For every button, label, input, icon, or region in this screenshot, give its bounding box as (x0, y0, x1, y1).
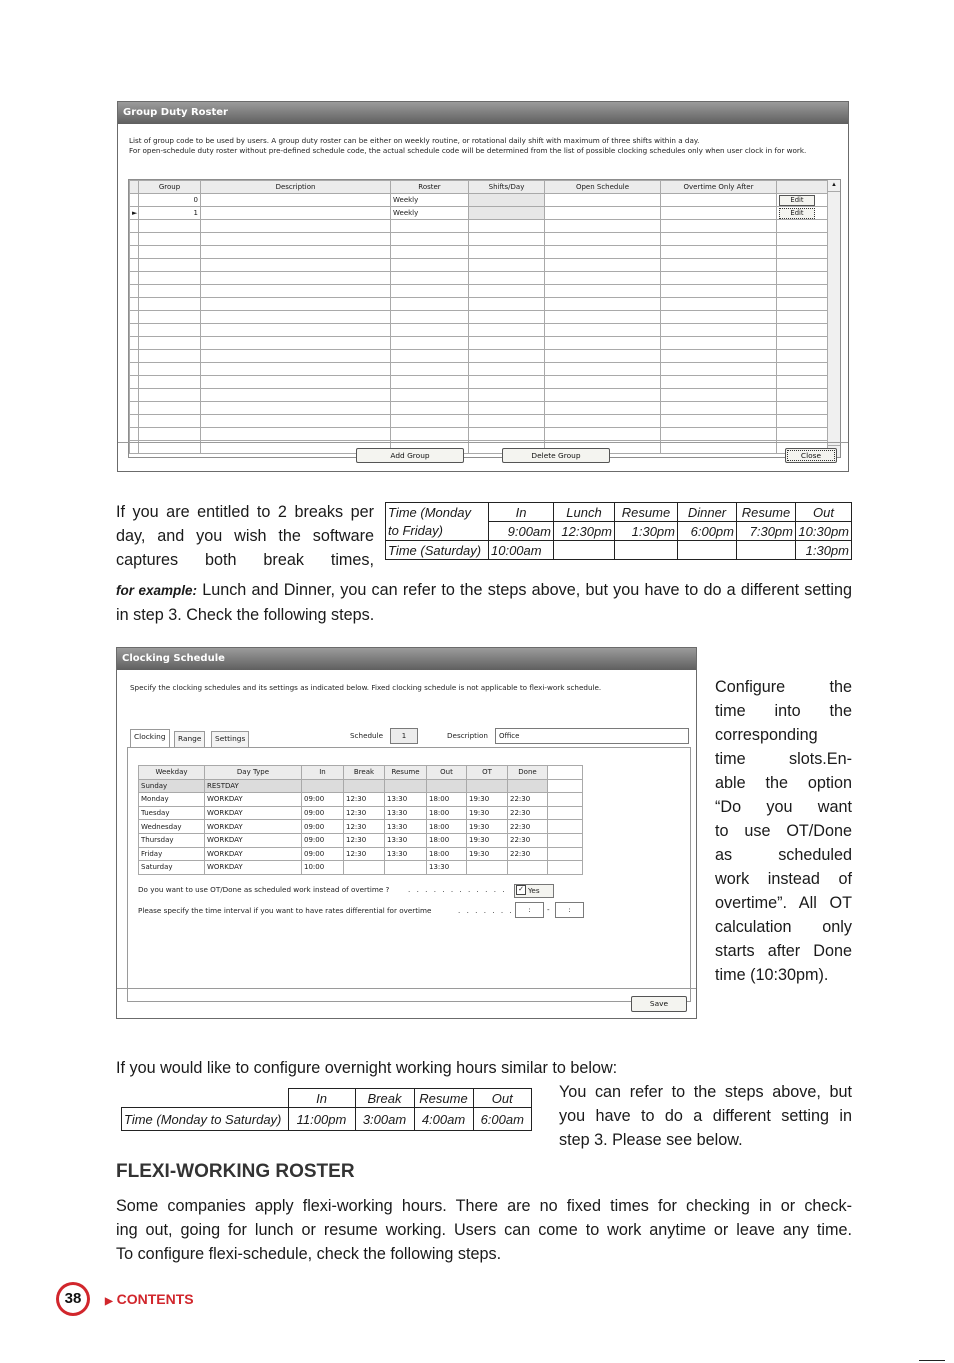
empty-row (130, 337, 828, 350)
in-cell[interactable] (302, 779, 344, 793)
empty-row (130, 220, 828, 233)
saturday-lunch (554, 541, 615, 560)
row-selector[interactable]: ► (130, 207, 139, 220)
description-cell[interactable] (201, 207, 391, 220)
lunch-header: Lunch (554, 503, 615, 522)
time-weekday-label: Time (Monday (386, 503, 489, 522)
overnight-table (121, 1088, 532, 1131)
empty-row (130, 298, 828, 311)
overtime-cell[interactable] (661, 194, 777, 207)
button-bar-divider (118, 442, 848, 443)
empty-row (130, 246, 828, 259)
resume-header-2: Resume (737, 503, 796, 522)
ot-cell[interactable]: 19:30 (467, 833, 508, 847)
col-out[interactable]: Out (427, 766, 467, 780)
ot-cell[interactable] (467, 779, 508, 793)
extra-cell (548, 820, 583, 834)
play-arrow-icon: ▶ (105, 1296, 113, 1307)
day-type-cell[interactable]: WORKDAY (205, 847, 302, 861)
weekday-lunch: 12:30pm (554, 522, 615, 541)
page-number-badge (56, 1282, 90, 1316)
out-cell[interactable]: 18:00 (427, 793, 467, 807)
saturday-dinner (678, 541, 737, 560)
roster-grid[interactable] (128, 179, 841, 458)
in-cell[interactable]: 09:00 (302, 793, 344, 807)
col-resume[interactable]: Resume (385, 766, 427, 780)
button-bar-divider (117, 988, 696, 989)
ot-cell[interactable]: 19:30 (467, 793, 508, 807)
description-label: Description (447, 731, 488, 740)
overnight-break: 3:00am (355, 1108, 414, 1131)
empty-row (130, 272, 828, 285)
out-cell[interactable]: 18:00 (427, 833, 467, 847)
open-schedule-cell[interactable] (545, 207, 661, 220)
row-selector[interactable] (130, 194, 139, 207)
roster-description-1: List of group code to be used by users. A group duty roster can be either on weekly routine, or rotational daily shift with maximum of three shifts within a day. (129, 136, 700, 145)
overtime-cell[interactable] (661, 207, 777, 220)
resume-cell[interactable]: 13:30 (385, 820, 427, 834)
table-row[interactable] (130, 194, 828, 207)
break-cell[interactable]: 12:30 (344, 793, 385, 807)
resume-header: Resume (615, 503, 678, 522)
time-weekday-label-2: to Friday) (386, 522, 489, 541)
col-in[interactable]: In (302, 766, 344, 780)
row-selector-header (130, 181, 139, 194)
dinner-header: Dinner (678, 503, 737, 522)
ot-done-checkbox[interactable] (514, 884, 554, 898)
description-cell[interactable] (201, 194, 391, 207)
empty-row (130, 311, 828, 324)
done-cell[interactable] (508, 779, 548, 793)
weekday-cell[interactable]: Tuesday (139, 806, 205, 820)
configure-line: time into the (715, 702, 852, 720)
check-icon: ✓ (516, 885, 526, 895)
add-group-button[interactable]: Add Group (356, 448, 464, 463)
contents-label: CONTENTS (116, 1291, 194, 1307)
table-row[interactable] (130, 207, 828, 220)
interval-question-leader: . . . . . . . (458, 906, 514, 915)
col-group[interactable]: Group (139, 181, 201, 194)
shifts-cell[interactable] (469, 194, 545, 207)
table-row[interactable] (139, 779, 583, 793)
table-row[interactable] (139, 861, 583, 875)
empty-row (130, 389, 828, 402)
out-header: Out (796, 503, 852, 522)
breaks-saturday-row (386, 541, 852, 560)
vertical-scrollbar[interactable] (827, 180, 840, 457)
day-type-cell[interactable]: WORKDAY (205, 793, 302, 807)
in-header: In (489, 503, 554, 522)
overnight-break-header: Break (355, 1089, 414, 1108)
window-title: Group Duty Roster (118, 102, 848, 124)
page-number-inner (59, 1285, 87, 1313)
configure-line: time (10:30pm). (715, 966, 829, 984)
empty-row (130, 376, 828, 389)
ot-cell[interactable]: 19:30 (467, 820, 508, 834)
out-cell[interactable]: 18:00 (427, 847, 467, 861)
flexi-line: Some companies apply flexi-working hours. There are no fixed times for checking in or check- (116, 1197, 852, 1215)
table-row[interactable] (139, 847, 583, 861)
empty-row (130, 363, 828, 376)
in-cell[interactable]: 10:00 (302, 861, 344, 875)
ot-cell[interactable] (467, 861, 508, 875)
flexi-line: To configure flexi-schedule, check the following steps. (116, 1245, 502, 1263)
save-button[interactable]: Save (631, 996, 687, 1012)
weekday-dinner: 6:00pm (678, 522, 737, 541)
time-saturday-label: Time (Saturday) (386, 541, 489, 560)
break-cell[interactable]: 12:30 (344, 833, 385, 847)
resume-cell[interactable] (385, 779, 427, 793)
weekday-cell[interactable]: Monday (139, 793, 205, 807)
schedule-input[interactable]: 1 (390, 728, 418, 744)
done-cell[interactable]: 22:30 (508, 820, 548, 834)
breaks-intro-text: If you are entitled to 2 breaks per day, and you wish the software captures both break times, (116, 503, 374, 569)
out-cell[interactable]: 13:30 (427, 861, 467, 875)
page-number: 38 (64, 1290, 82, 1307)
empty-row (130, 324, 828, 337)
done-cell[interactable]: 22:30 (508, 833, 548, 847)
break-cell[interactable] (344, 779, 385, 793)
col-shifts-day[interactable]: Shifts/Day (469, 181, 545, 194)
resume-cell[interactable]: 13:30 (385, 847, 427, 861)
in-cell[interactable]: 09:00 (302, 847, 344, 861)
day-type-cell[interactable]: WORKDAY (205, 806, 302, 820)
contents-link[interactable] (105, 1291, 194, 1307)
edit-button[interactable]: Edit (779, 195, 815, 206)
configure-line: work instead of (715, 870, 852, 888)
interval-end-input[interactable]: : (555, 902, 584, 918)
clocking-header-row (139, 766, 583, 780)
flexi-line: ing out, going for lunch or resume working. Users can come to work anytime or leave any time. (116, 1221, 852, 1239)
example-label: for example: (116, 583, 197, 598)
col-overtime-only-after[interactable]: Overtime Only After (661, 181, 777, 194)
breaks-weekday-row (386, 522, 852, 541)
done-cell[interactable] (508, 861, 548, 875)
overnight-resume: 4:00am (414, 1108, 473, 1131)
group-cell[interactable]: 0 (139, 194, 201, 207)
weekday-out: 10:30pm (796, 522, 852, 541)
overnight-header-row (122, 1089, 532, 1108)
ot-cell[interactable]: 19:30 (467, 806, 508, 820)
delete-group-button[interactable]: Delete Group (502, 448, 610, 463)
extra-cell (548, 793, 583, 807)
footer-rule (919, 1360, 945, 1361)
day-type-cell[interactable]: RESTDAY (205, 779, 302, 793)
weekday-cell[interactable]: Thursday (139, 833, 205, 847)
window-body (117, 670, 696, 1018)
in-cell[interactable]: 09:00 (302, 820, 344, 834)
flexi-text (116, 1194, 852, 1266)
example-paragraph (116, 578, 852, 627)
overnight-label-header (122, 1089, 289, 1108)
day-type-cell[interactable]: WORKDAY (205, 833, 302, 847)
col-ot[interactable]: OT (467, 766, 508, 780)
empty-row (130, 285, 828, 298)
weekday-in: 9:00am (489, 522, 554, 541)
empty-row (130, 233, 828, 246)
overnight-line: step 3. Please see below. (559, 1131, 743, 1149)
description-input[interactable]: Office (495, 728, 689, 744)
roster-cell[interactable]: Weekly (391, 207, 469, 220)
configure-line: as scheduled (715, 846, 852, 864)
example-text: Lunch and Dinner, you can refer to the steps above, but you have to do a different setting in step 3. Check the following steps. (116, 581, 852, 624)
day-type-cell[interactable]: WORKDAY (205, 861, 302, 875)
break-cell[interactable]: 12:30 (344, 820, 385, 834)
extra-cell (548, 779, 583, 793)
col-done[interactable]: Done (508, 766, 548, 780)
schedule-label: Schedule (350, 731, 384, 740)
flexi-heading: FLEXI-WORKING ROSTER (116, 1161, 355, 1182)
weekday-cell[interactable]: Saturday (139, 861, 205, 875)
col-break[interactable]: Break (344, 766, 385, 780)
col-description[interactable]: Description (201, 181, 391, 194)
group-duty-roster-window (117, 101, 849, 472)
group-cell[interactable]: 1 (139, 207, 201, 220)
saturday-out: 1:30pm (796, 541, 852, 560)
empty-row (130, 428, 828, 441)
col-roster[interactable]: Roster (391, 181, 469, 194)
roster-description-2: For open-schedule duty roster without pre-defined schedule code, the actual schedule code will be determined from the list of possible clocking schedules only when user clock in for work. (129, 146, 807, 155)
shifts-cell[interactable] (469, 207, 545, 220)
in-cell[interactable]: 09:00 (302, 833, 344, 847)
resume-cell[interactable]: 13:30 (385, 833, 427, 847)
col-action (777, 181, 828, 194)
col-day-type[interactable]: Day Type (205, 766, 302, 780)
configure-line: overtime”. All OT (715, 894, 852, 912)
saturday-resume (615, 541, 678, 560)
overtime-question: Do you want to use OT/Done as scheduled work instead of overtime ? (138, 885, 390, 894)
tab-range[interactable]: Range (174, 731, 205, 747)
break-cell[interactable]: 12:30 (344, 847, 385, 861)
roster-table (129, 180, 828, 454)
overtime-question-leader: . . . . . . . . . . . . (408, 885, 507, 894)
ot-cell[interactable]: 19:30 (467, 847, 508, 861)
overnight-in: 11:00pm (288, 1108, 355, 1131)
overnight-out-header: Out (473, 1089, 532, 1108)
saturday-resume-2 (737, 541, 796, 560)
break-cell[interactable]: 12:30 (344, 806, 385, 820)
weekday-cell[interactable]: Sunday (139, 779, 205, 793)
empty-row (130, 350, 828, 363)
resume-cell[interactable] (385, 861, 427, 875)
overnight-intro: If you would like to configure overnight working hours similar to below: (116, 1059, 618, 1077)
interval-dash: - (547, 905, 550, 914)
empty-row (130, 259, 828, 272)
checkbox-label: Yes (528, 886, 540, 895)
extra-cell (548, 806, 583, 820)
configure-line: to use OT/Done (715, 822, 852, 840)
extra-cell (548, 847, 583, 861)
clocking-panel (127, 747, 691, 1002)
weekday-cell[interactable]: Friday (139, 847, 205, 861)
col-weekday[interactable]: Weekday (139, 766, 205, 780)
weekday-cell[interactable]: Wednesday (139, 820, 205, 834)
out-cell[interactable]: 18:00 (427, 806, 467, 820)
configure-line: able the option (715, 774, 852, 792)
action-cell (777, 194, 828, 207)
configure-line: time slots.En- (715, 750, 852, 768)
table-row[interactable] (139, 806, 583, 820)
overnight-text (559, 1080, 852, 1152)
done-cell[interactable]: 22:30 (508, 806, 548, 820)
tab-settings[interactable]: Settings (211, 731, 249, 747)
configure-line: starts after Done (715, 942, 852, 960)
break-cell[interactable] (344, 861, 385, 875)
done-cell[interactable]: 22:30 (508, 793, 548, 807)
interval-question: Please specify the time interval if you want to have rates differential for overtime (138, 906, 432, 915)
saturday-in: 10:00am (489, 541, 554, 560)
overnight-line: you have to do a different setting in (559, 1107, 852, 1125)
overnight-out: 6:00am (473, 1108, 532, 1131)
configure-text (715, 675, 852, 987)
out-cell[interactable]: 18:00 (427, 820, 467, 834)
table-row[interactable] (139, 793, 583, 807)
open-schedule-cell[interactable] (545, 194, 661, 207)
configure-line: corresponding (715, 726, 818, 744)
roster-cell[interactable]: Weekly (391, 194, 469, 207)
day-type-cell[interactable]: WORKDAY (205, 820, 302, 834)
configure-line: “Do you want (715, 798, 852, 816)
table-row[interactable] (139, 833, 583, 847)
done-cell[interactable]: 22:30 (508, 847, 548, 861)
overnight-resume-header: Resume (414, 1089, 473, 1108)
clocking-description: Specify the clocking schedules and its settings as indicated below. Fixed clocking schedule is not applicable to flexi-work schedule. (130, 683, 602, 692)
breaks-table (385, 502, 852, 560)
clocking-schedule-window (116, 647, 697, 1019)
in-cell[interactable]: 09:00 (302, 806, 344, 820)
roster-header-row (130, 181, 828, 194)
scroll-up-arrow[interactable]: ▲ (828, 180, 840, 192)
breaks-header-row (386, 503, 852, 522)
overnight-in-header: In (288, 1089, 355, 1108)
resume-cell[interactable]: 13:30 (385, 806, 427, 820)
empty-row (130, 402, 828, 415)
tab-clocking[interactable]: Clocking (130, 729, 170, 747)
interval-start-input[interactable]: : (515, 902, 544, 918)
window-title: Clocking Schedule (117, 648, 696, 670)
overnight-label: Time (Monday to Saturday) (122, 1108, 289, 1131)
extra-cell (548, 833, 583, 847)
col-extra (548, 766, 583, 780)
overnight-row (122, 1108, 532, 1131)
configure-line: Configure the (715, 678, 852, 696)
weekday-resume: 1:30pm (615, 522, 678, 541)
col-open-schedule[interactable]: Open Schedule (545, 181, 661, 194)
overnight-line: You can refer to the steps above, but (559, 1083, 852, 1101)
resume-cell[interactable]: 13:30 (385, 793, 427, 807)
empty-row (130, 415, 828, 428)
table-row[interactable] (139, 820, 583, 834)
configure-line: calculation only (715, 918, 852, 936)
extra-cell (548, 861, 583, 875)
weekday-resume-2: 7:30pm (737, 522, 796, 541)
edit-button[interactable]: Edit (779, 208, 815, 219)
close-button[interactable]: Close (785, 448, 837, 463)
window-body (118, 124, 848, 471)
out-cell[interactable] (427, 779, 467, 793)
action-cell (777, 207, 828, 220)
clocking-table (138, 765, 583, 875)
